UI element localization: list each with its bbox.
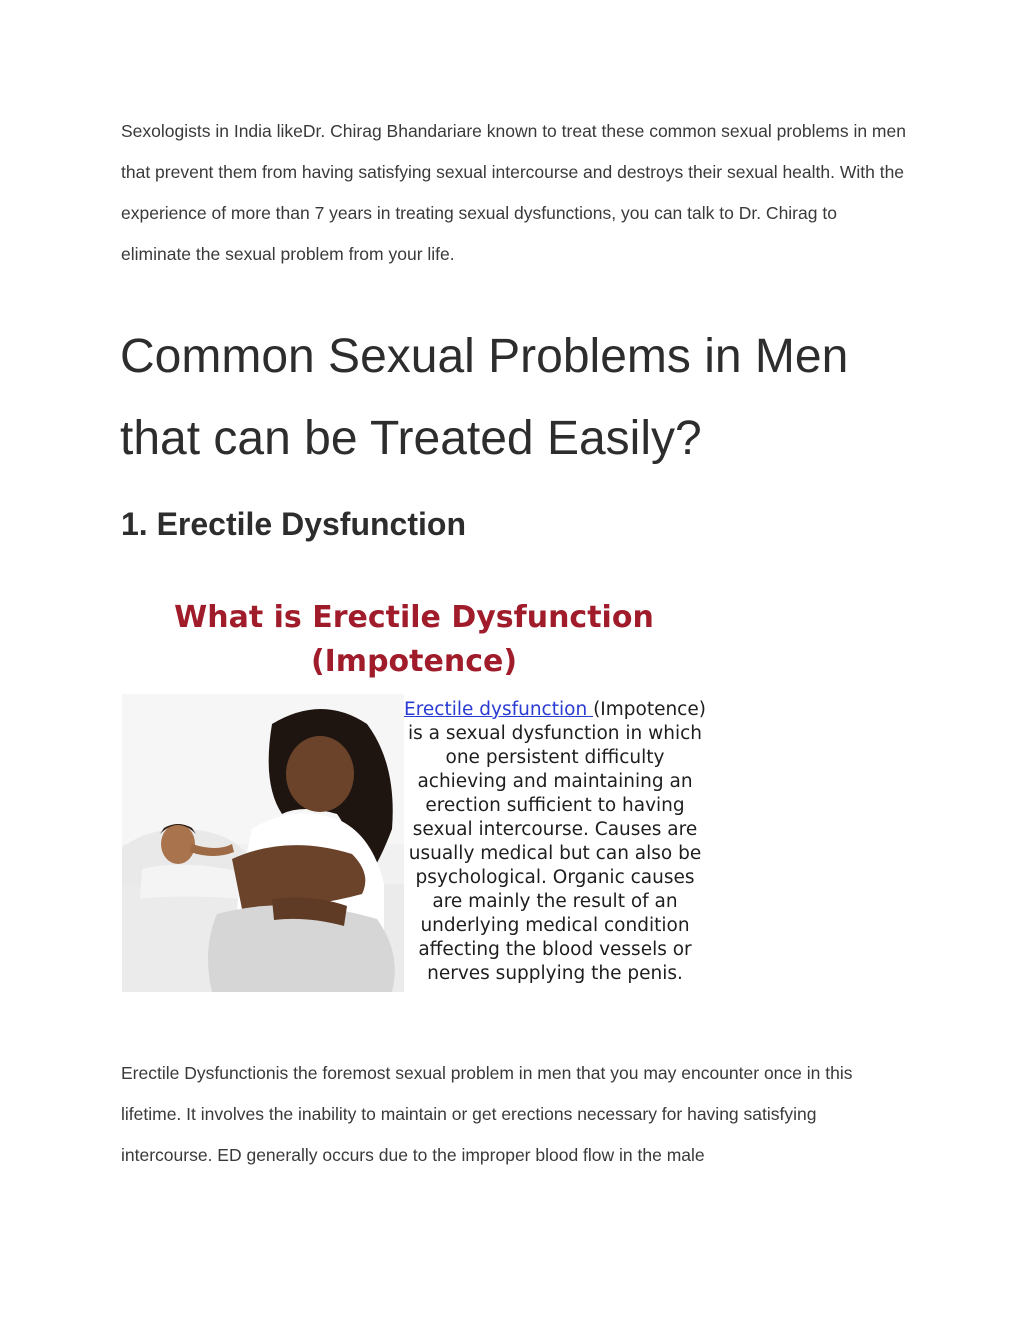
erectile-dysfunction-figure bbox=[122, 596, 712, 996]
body-paragraph: Erectile Dysfunctionis the foremost sexual problem in men that you may encounter once in this lifetime. It involves the inability to maintain or get erections necessary for having satisfying intercourse. ED generally occurs due to the improper blood flow in the male bbox=[121, 1063, 853, 1165]
figure-description bbox=[404, 698, 706, 986]
figure-title-line-2: (Impotence) bbox=[310, 644, 518, 679]
intro-paragraph: Sexologists in India likeDr. Chirag Bhandariare known to treat these common sexual problems in men that prevent them from having satisfying sexual intercourse and destroys their sexual health. With the experience of more than 7 years in treating sexual dysfunctions, you can talk to Dr. Chirag to eliminate the sexual problem from your life. bbox=[121, 121, 906, 264]
couple-photo bbox=[122, 694, 404, 992]
figure-title-line-1: What is Erectile Dysfunction bbox=[174, 600, 654, 635]
section-heading: 1. Erectile Dysfunction bbox=[121, 506, 466, 542]
erectile-dysfunction-link[interactable]: Erectile dysfunction bbox=[404, 699, 594, 720]
figure-description-text: (Impotence) is a sexual dysfunction in which one persistent difficulty achieving and maintaining an erection sufficient to having sexual intercourse. Causes are usually medical but can also be psychological. Organic causes are mainly the result of an underlying medical condition affecting the blood vessels or nerves supplying the penis. bbox=[407, 699, 706, 984]
figure-title bbox=[122, 596, 706, 684]
page-title: Common Sexual Problems in Men that can be Treated Easily? bbox=[120, 330, 849, 465]
